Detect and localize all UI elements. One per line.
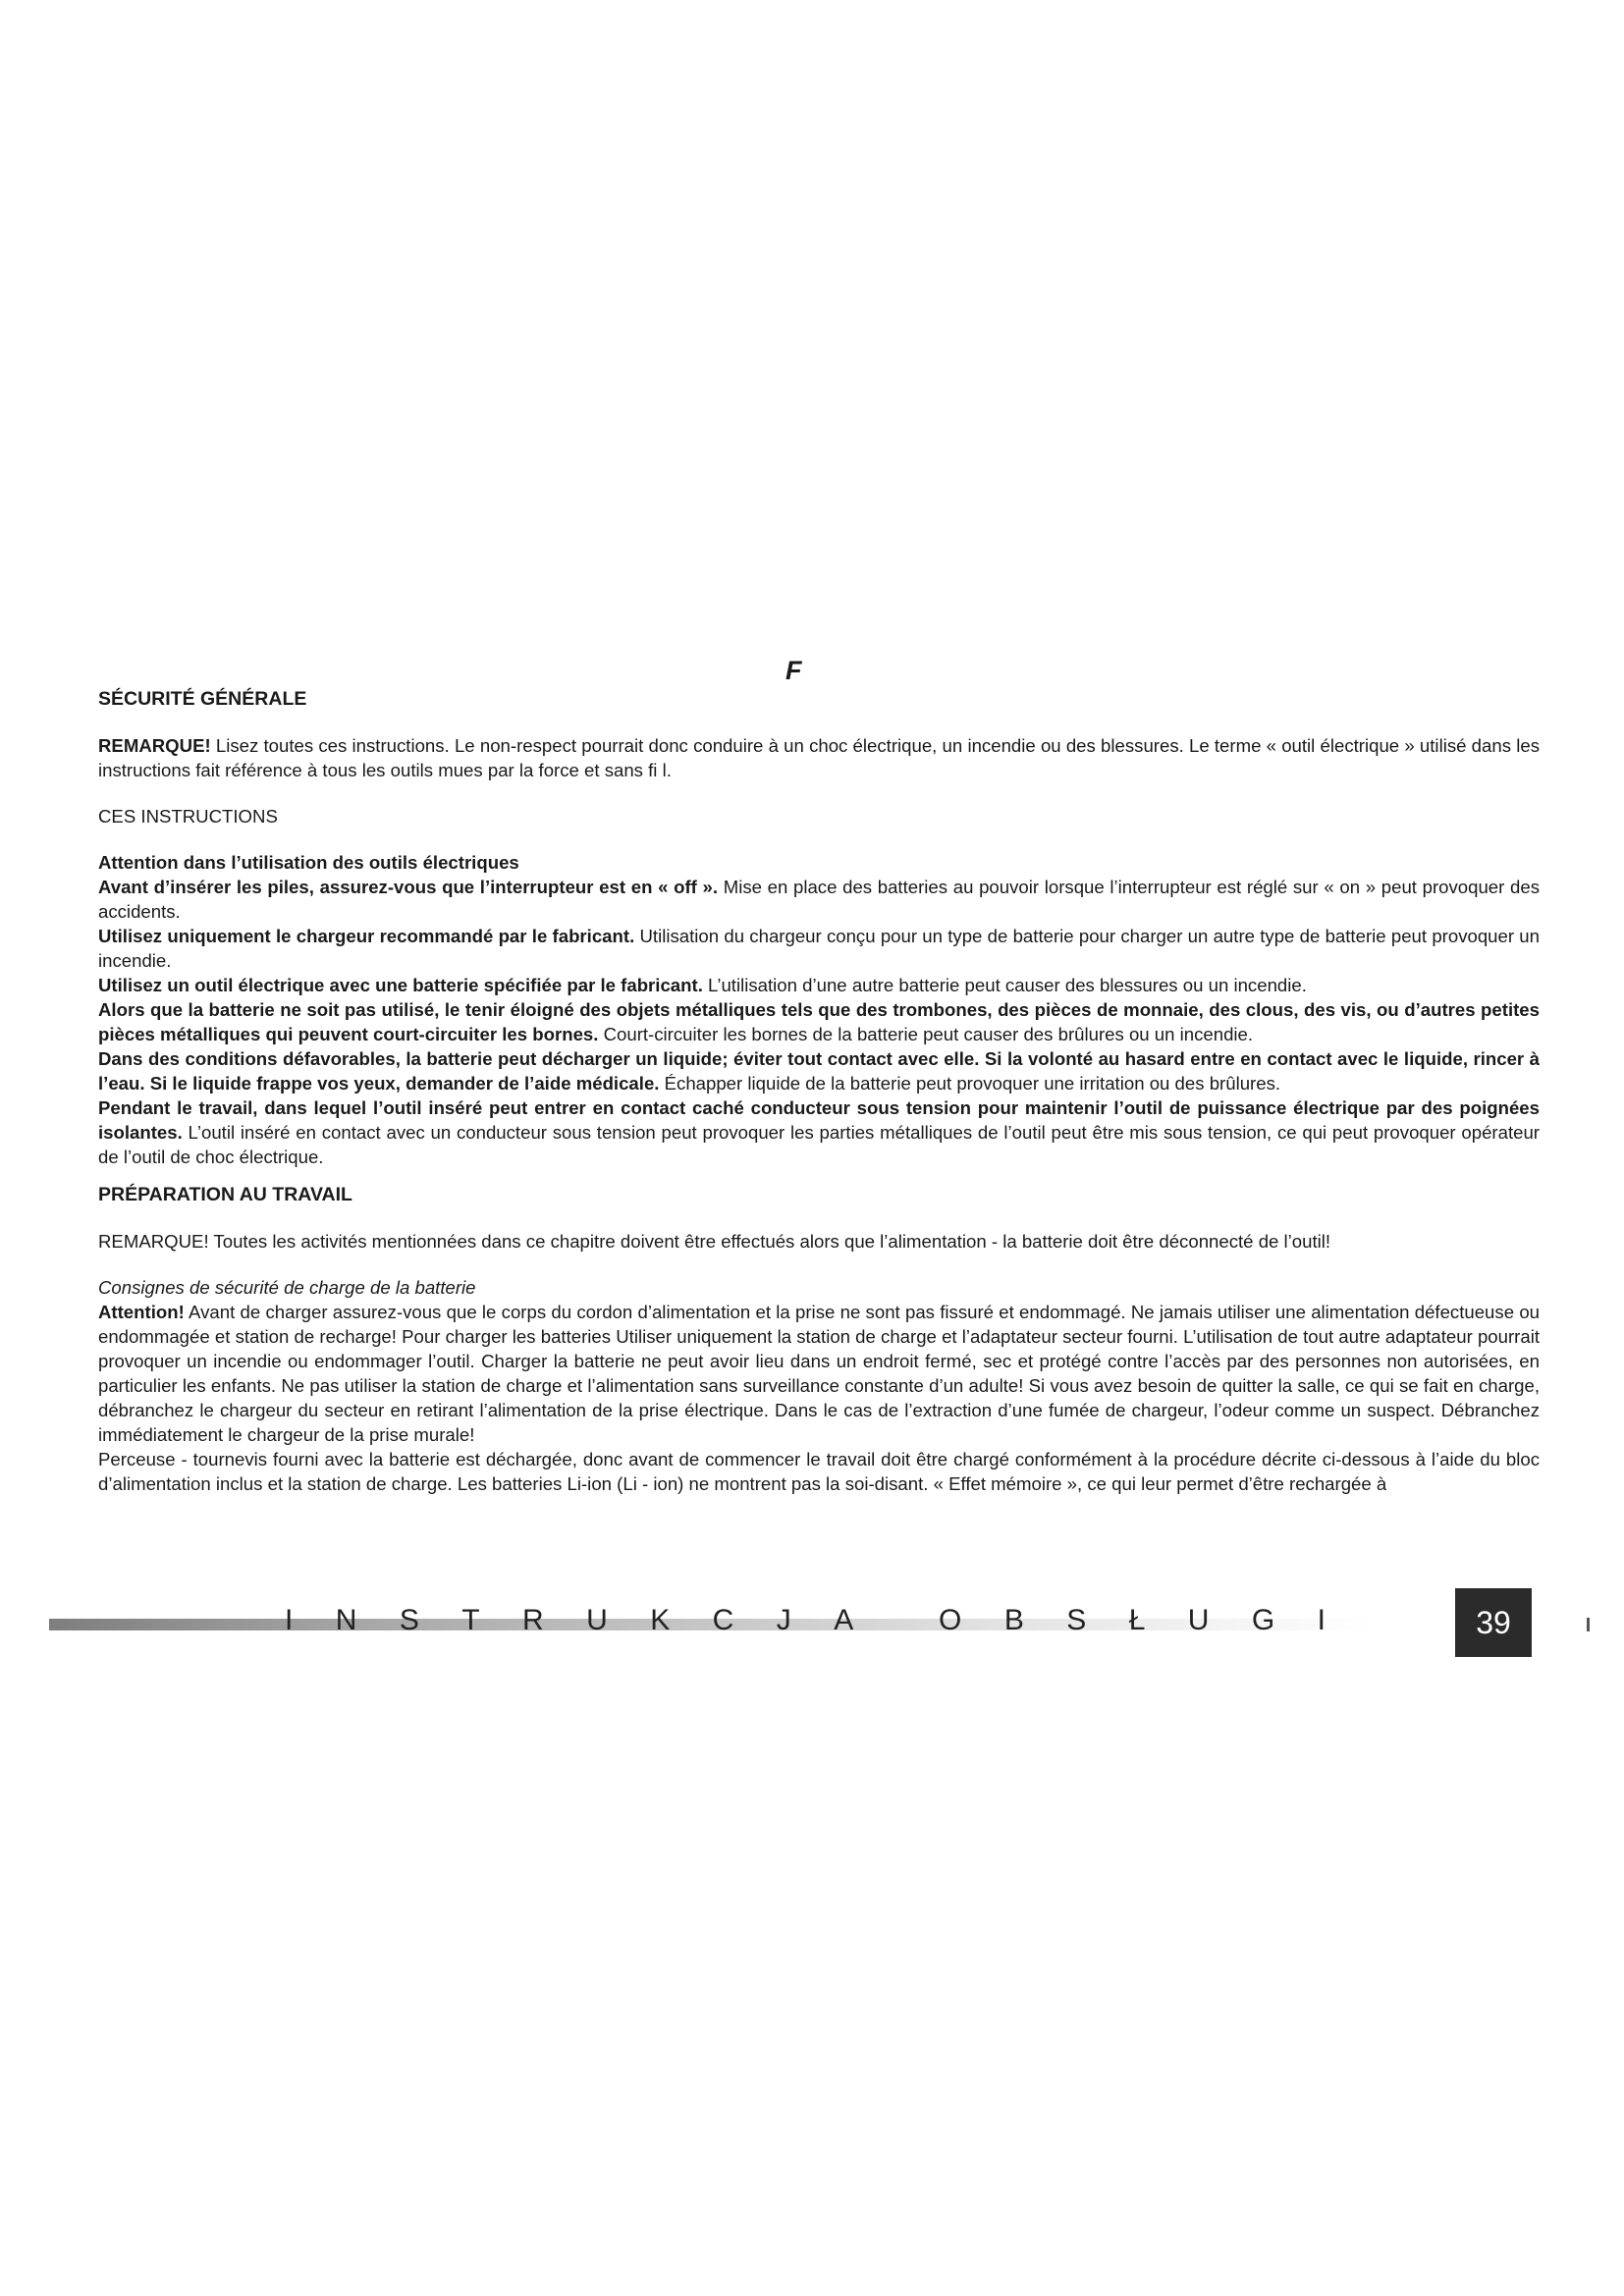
paragraph-3-bold: Utilisez un outil électrique avec une batterie spécifiée par le fabricant. [98, 975, 703, 995]
footer-letter: U [1187, 1604, 1210, 1636]
paragraph-2 [98, 924, 1540, 973]
paragraph-3-text: L’utilisation d’une autre batterie peut causer des blessures ou un incendie. [702, 975, 1307, 995]
language-marker: F [785, 656, 802, 685]
remark-label: REMARQUE! [98, 735, 211, 756]
footer-title [285, 1604, 1326, 1637]
paragraph-6 [98, 1095, 1540, 1169]
footer-letter: A [834, 1604, 854, 1636]
footer-letter: O [939, 1604, 962, 1636]
paragraph-3 [98, 973, 1540, 997]
footer-letter: R [522, 1604, 544, 1636]
footer-letter: G [1251, 1604, 1275, 1636]
footer-letter: K [650, 1604, 671, 1636]
paragraph-1-bold: Avant d’insérer les piles, assurez-vous que l’interrupteur est en « off ». [98, 877, 719, 897]
paragraph-6-bold: Pendant le travail, dans lequel l’outil inséré peut entrer en contact caché conducteur sous tension pour maintenir l’outil de puissance électrique par des poignées isolantes. [98, 1097, 1540, 1143]
edge-tick [1587, 1618, 1590, 1631]
paragraph-last: Perceuse - tournevis fourni avec la batterie est déchargée, donc avant de commencer le travail doit être chargé conformément à la procédure décrite ci-dessous à l’aide du bloc d’alimentation inclus et la station de charge. Les batteries Li-ion (Li - ion) ne montrent pas la soi-disant. « Effet mémoire », ce qui leur permet d’être rechargée à [98, 1449, 1540, 1494]
section-title-preparation: PRÉPARATION AU TRAVAIL [98, 1184, 352, 1205]
paragraph-attention [98, 1300, 1540, 1447]
paragraph-4-bold: Alors que la batterie ne soit pas utilisé, le tenir éloigné des objets métalliques tels que des trombones, des pièces de monnaie, des clous, des vis, ou d’autres petites pièces métalliques qui peuvent court-circuiter les bornes. [98, 999, 1540, 1044]
footer-letter: U [586, 1604, 608, 1636]
footer-letter: I [1317, 1604, 1326, 1636]
main-content [98, 687, 1540, 1496]
footer-letter: S [1066, 1604, 1087, 1636]
footer-letter: C [712, 1604, 734, 1636]
attention-text: Avant de charger assurez-vous que le corps du cordon d’alimentation et la prise ne sont pas fissuré et endommagé. Ne jamais utiliser une alimentation défectueuse ou endommagée et station de recharge! Pour charger les batteries Utiliser uniquement la station de charge et l’adaptateur secteur fourni. L’utilisation de tout autre adaptateur pourrait provoquer un incendie ou endommager l’outil. Charger la batterie ne peut avoir lieu dans un endroit fermé, sec et protégé contre l’accès par des personnes non autorisées, en particulier les enfants. Ne pas utiliser la station de charge et l’alimentation sans surveillance constante d’un adulte! Si vous avez besoin de quitter la salle, ce qui se fait en charge, débranchez le chargeur du secteur en retirant l’alimentation de la prise électrique. Dans le cas de l’extraction d’une fumée de chargeur, l’odeur comme un suspect. Débranchez immédiatement le chargeur de la prise murale! [98, 1302, 1540, 1445]
footer-letter: N [335, 1604, 357, 1636]
paragraph-1 [98, 875, 1540, 924]
footer-letter: T [461, 1604, 480, 1636]
paragraph-2-bold: Utilisez uniquement le chargeur recommandé par le fabricant. [98, 926, 635, 946]
section-title-securite: SÉCURITÉ GÉNÉRALE [98, 688, 307, 710]
paragraph-5 [98, 1046, 1540, 1095]
paragraph-6-text: L’outil inséré en contact avec un conducteur sous tension peut provoquer les parties métalliques de l’outil peut être mis sous tension, ce qui peut provoquer opérateur de l’outil de choc électrique. [98, 1122, 1540, 1167]
paragraph-remarque [98, 733, 1540, 782]
attention-label: Attention! [98, 1302, 185, 1322]
paragraph-4 [98, 997, 1540, 1046]
paragraph-5-text: Échapper liquide de la batterie peut provoquer une irritation ou des brûlures. [659, 1073, 1281, 1094]
footer-letter: J [776, 1604, 791, 1636]
footer-letter: B [1003, 1604, 1024, 1636]
paragraph-5-bold: Dans des conditions défavorables, la batterie peut décharger un liquide; éviter tout contact avec elle. Si la volonté au hasard entre en contact avec le liquide, rincer à l’eau. Si le liquide frappe vos yeux, demander de l’aide médicale. [98, 1048, 1540, 1094]
attention-heading: Attention dans l’utilisation des outils électriques [98, 852, 519, 873]
footer-letter: Ł [1128, 1604, 1146, 1636]
paragraph-remarque-2: REMARQUE! Toutes les activités mentionnées dans ce chapitre doivent être effectués alors que l’alimentation - la batterie doit être déconnecté de l’outil! [98, 1231, 1331, 1252]
remark-text: Lisez toutes ces instructions. Le non-respect pourrait donc conduire à un choc électrique, un incendie ou des blessures. Le terme « outil électrique » utilisé dans les instructions fait référence à tous les outils mues par la force et sans fi l. [98, 735, 1540, 780]
ces-instructions: CES INSTRUCTIONS [98, 806, 278, 827]
page-number: 39 [1455, 1588, 1532, 1657]
footer-letter: S [399, 1604, 419, 1636]
paragraph-2-text: Utilisation du chargeur conçu pour un type de batterie pour charger un autre type de batterie peut provoquer un incendie. [98, 926, 1540, 971]
paragraph-1-text: Mise en place des batteries au pouvoir lorsque l’interrupteur est réglé sur « on » peut provoquer des accidents. [98, 877, 1540, 922]
subsection-title: Consignes de sécurité de charge de la batterie [98, 1277, 476, 1298]
footer-letter: I [285, 1604, 294, 1636]
paragraph-4-text: Court-circuiter les bornes de la batterie peut causer des brûlures ou un incendie. [598, 1024, 1254, 1044]
